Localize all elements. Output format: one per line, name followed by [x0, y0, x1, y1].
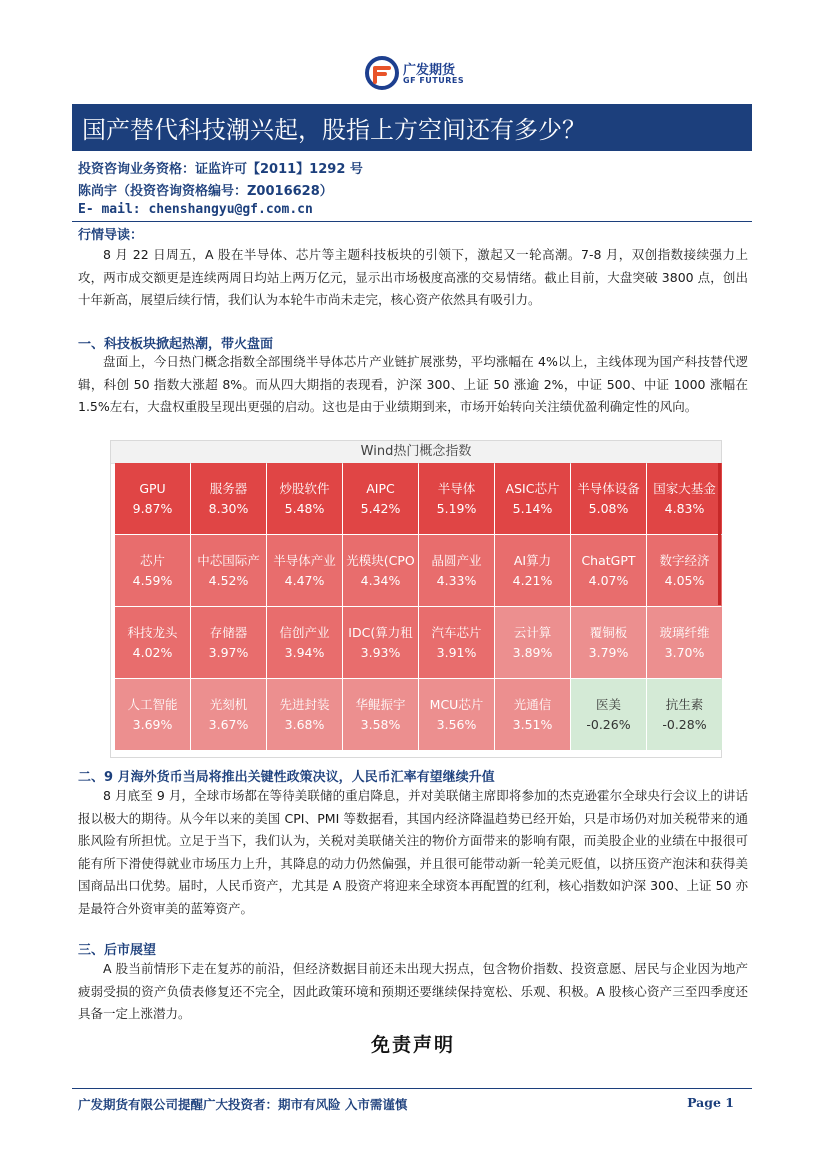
heatmap-cell-value: 5.08%	[588, 500, 629, 516]
heatmap-cell-value: 9.87%	[132, 500, 173, 516]
heatmap-cell-label: 数字经济	[659, 552, 710, 568]
heatmap-cell	[267, 535, 342, 606]
heatmap-cell-label: 半导体	[437, 480, 476, 496]
heatmap-cell	[191, 463, 266, 534]
heatmap-cell-label: 云计算	[513, 624, 552, 640]
heatmap-cell-label: 覆铜板	[589, 624, 628, 640]
heatmap-cell	[115, 607, 190, 678]
header-divider	[72, 221, 752, 222]
heatmap-cell	[419, 679, 494, 750]
heatmap-grid	[115, 463, 727, 750]
heatmap-cell-value: 3.91%	[436, 644, 477, 660]
heatmap-cell-value: 4.07%	[588, 572, 629, 588]
heatmap-cell	[115, 463, 190, 534]
heatmap-cell-value: 5.19%	[436, 500, 477, 516]
heatmap-cell-value: 3.94%	[284, 644, 325, 660]
heatmap-cell	[495, 607, 570, 678]
heatmap-cell-value: 3.97%	[208, 644, 249, 660]
heatmap-cell	[647, 463, 722, 534]
heatmap-cell-value: 3.89%	[512, 644, 553, 660]
heatmap-cell-label: 中芯国际产	[197, 552, 260, 568]
heatmap-cell-value: 3.68%	[284, 716, 325, 732]
heatmap-cell	[495, 463, 570, 534]
heatmap-cell-value: 4.21%	[512, 572, 553, 588]
company-logo	[365, 56, 485, 90]
heatmap-cell	[647, 679, 722, 750]
heatmap-cell-value: 4.52%	[208, 572, 249, 588]
heatmap-cell-value: 3.51%	[512, 716, 553, 732]
heatmap-cell	[571, 679, 646, 750]
heatmap-cell	[571, 463, 646, 534]
heatmap-cell-label: 炒股软件	[279, 480, 330, 496]
heatmap-cell	[115, 679, 190, 750]
heatmap-cell-value: 5.48%	[284, 500, 325, 516]
heatmap-cell-label: 存储器	[209, 624, 248, 640]
heatmap-cell-value: 4.05%	[664, 572, 705, 588]
heatmap-cell-label: 医美	[595, 696, 621, 712]
logo-text-cn: 广发期货	[403, 63, 456, 78]
heatmap-cell-value: 5.42%	[360, 500, 401, 516]
heatmap-cell-value: 3.79%	[588, 644, 629, 660]
heatmap-cell-value: 8.30%	[208, 500, 249, 516]
analyst-email[interactable]: E- mail: chenshangyu@gf.com.cn	[78, 202, 313, 217]
heatmap-cell	[571, 607, 646, 678]
section3-heading: 三、后市展望	[78, 943, 157, 958]
heatmap-cell-label: 半导体产业	[273, 552, 336, 568]
heatmap-cell-label: AIPC	[366, 480, 395, 496]
intro-heading: 行情导读：	[78, 228, 144, 243]
heatmap-cell-label: 华鲲振宇	[355, 696, 406, 712]
heatmap-cell	[191, 607, 266, 678]
heatmap-cell-label: 玻璃纤维	[659, 624, 710, 640]
heatmap-cell	[495, 679, 570, 750]
heatmap-cell-value: 3.93%	[360, 644, 401, 660]
heatmap-cell-value: 3.67%	[208, 716, 249, 732]
heatmap-cell-label: GPU	[139, 480, 166, 496]
section2-paragraph: 8 月底至 9 月，全球市场都在等待美联储的重启降息，并对美联储主席即将参加的杰克逊霍尔全球央行会议上的讲话报以极大的期待。从今年以来的美国 CPI、PMI 等数据看，其国内经济降温趋势已经开始，只是市场仍对加关税带来的通胀风险有所担忧。立足于当下，我们认为，关税对美联储关注的物价方面带来的影响有限，而美股企业的业绩在中报很可能有所下滑使得就业市场压力上升，其降息的动力仍然偏强，并且很可能带动新一轮美元贬值，以挤压资产泡沫和获得美国商品出口优势。届时，人民币资产，尤其是 A 股资产将迎来全球资本再配置的红利，核心指数如沪深 300、上证 50 亦是最符合外资审美的蓝筹资产。	[78, 788, 749, 916]
heatmap-cell	[267, 679, 342, 750]
heatmap-cell-label: 汽车芯片	[431, 624, 482, 640]
heatmap-cell-value: 4.33%	[436, 572, 477, 588]
section1-heading: 一、科技板块掀起热潮，带火盘面	[78, 337, 274, 352]
heatmap-cell	[343, 463, 418, 534]
section1-paragraph: 盘面上，今日热门概念指数全部围绕半导体芯片产业链扩展涨势，平均涨幅在 4%以上，主线体现为国产科技替代逻辑，科创 50 指数大涨超 8%。而从四大期指的表现看，沪深 300、上证 50 涨逾 2%，中证 500、中证 1000 涨幅在 1.5%左右，大盘权重股呈现出更强的启动。这也是由于业绩期到来，市场开始转向关注绩优盈利确定性的风向。	[78, 354, 748, 414]
section3-paragraph: A 股当前情形下走在复苏的前沿，但经济数据目前还未出现大拐点，包含物价指数、投资意愿、居民与企业因为地产疲弱受损的资产负债表修复还不完全，因此政策环境和预期还要继续保持宽松、乐观、积极。A 股核心资产三至四季度还具备一定上涨潜力。	[78, 961, 748, 1021]
heatmap-cell-value: 4.59%	[132, 572, 173, 588]
heatmap-cell-value: -0.26%	[586, 716, 631, 732]
heatmap-cell-label: 科技龙头	[127, 624, 178, 640]
heatmap-cell-value: 5.14%	[512, 500, 553, 516]
heatmap-cell	[647, 535, 722, 606]
analyst-info: 陈尚宇（投资咨询资格编号：Z0016628）	[78, 184, 333, 199]
heatmap-cell-value: 3.69%	[132, 716, 173, 732]
heatmap-cell-value: 4.47%	[284, 572, 325, 588]
heatmap-cell	[419, 535, 494, 606]
intro-paragraph: 8 月 22 日周五，A 股在半导体、芯片等主题科技板块的引领下，激起又一轮高潮。7-8 月，双创指数接续强力上攻，两市成交额更是连续两周日均站上两万亿元，显示出市场极度高涨的交易情绪。截止目前，大盘突破 3800 点，创出十年新高，展望后续行情，我们认为本轮牛市尚未走完，核心资产依然具有吸引力。	[78, 247, 748, 307]
heatmap-cell	[419, 463, 494, 534]
heatmap-cell-label: AI算力	[513, 552, 552, 568]
logo-text-en: GF FUTURES	[403, 76, 465, 85]
heatmap-cell	[343, 607, 418, 678]
heatmap-cell-label: ChatGPT	[581, 552, 636, 568]
heatmap-cell-label: 先进封装	[279, 696, 330, 712]
heatmap-cell	[267, 607, 342, 678]
license-info: 投资咨询业务资格：证监许可【2011】1292 号	[78, 162, 363, 177]
heatmap-cell-value: -0.28%	[662, 716, 707, 732]
heatmap-cell-label: 芯片	[139, 552, 165, 568]
heatmap-cell-label: 信创产业	[279, 624, 330, 640]
heatmap-cell-label: 服务器	[209, 480, 248, 496]
heatmap-cell	[343, 679, 418, 750]
gf-logo-icon	[365, 56, 399, 90]
heatmap-cell-value: 3.58%	[360, 716, 401, 732]
heatmap-cell	[191, 535, 266, 606]
disclaimer-title: 免责声明	[370, 1034, 455, 1056]
concept-index-heatmap	[110, 440, 722, 758]
heatmap-cell-label: 光模块(CPO	[346, 552, 415, 568]
heatmap-cell-label: ASIC芯片	[505, 480, 560, 496]
chart-title: Wind热门概念指数	[111, 441, 721, 464]
heatmap-cell-value: 4.83%	[664, 500, 705, 516]
heatmap-cell-label: 光通信	[513, 696, 552, 712]
heatmap-cell	[267, 463, 342, 534]
heatmap-cell-value: 3.70%	[664, 644, 705, 660]
page-number: Page 1	[687, 1095, 734, 1110]
heatmap-cell-label: IDC(算力租	[348, 624, 413, 640]
report-title: 国产替代科技潮兴起，股指上方空间还有多少？	[72, 104, 752, 151]
heatmap-edge	[718, 463, 721, 605]
heatmap-cell-value: 4.02%	[132, 644, 173, 660]
section2-heading: 二、9 月海外货币当局将推出关键性政策决议，人民币汇率有望继续升值	[78, 770, 495, 785]
heatmap-cell	[343, 535, 418, 606]
heatmap-cell	[571, 535, 646, 606]
heatmap-cell	[419, 607, 494, 678]
heatmap-cell-label: 人工智能	[127, 696, 178, 712]
heatmap-cell-label: 半导体设备	[577, 480, 640, 496]
heatmap-cell-label: MCU芯片	[429, 696, 484, 712]
footer-risk-notice: 广发期货有限公司提醒广大投资者：期市有风险 入市需谨慎	[78, 1097, 408, 1112]
heatmap-cell-label: 抗生素	[665, 696, 704, 712]
heatmap-cell	[495, 535, 570, 606]
heatmap-cell-value: 3.56%	[436, 716, 477, 732]
heatmap-cell-label: 晶圆产业	[431, 552, 482, 568]
heatmap-cell	[647, 607, 722, 678]
heatmap-cell-value: 4.34%	[360, 572, 401, 588]
heatmap-cell	[191, 679, 266, 750]
heatmap-cell-label: 光刻机	[209, 696, 248, 712]
footer-divider	[72, 1088, 752, 1089]
heatmap-cell	[115, 535, 190, 606]
heatmap-cell-label: 国家大基金	[653, 480, 716, 496]
